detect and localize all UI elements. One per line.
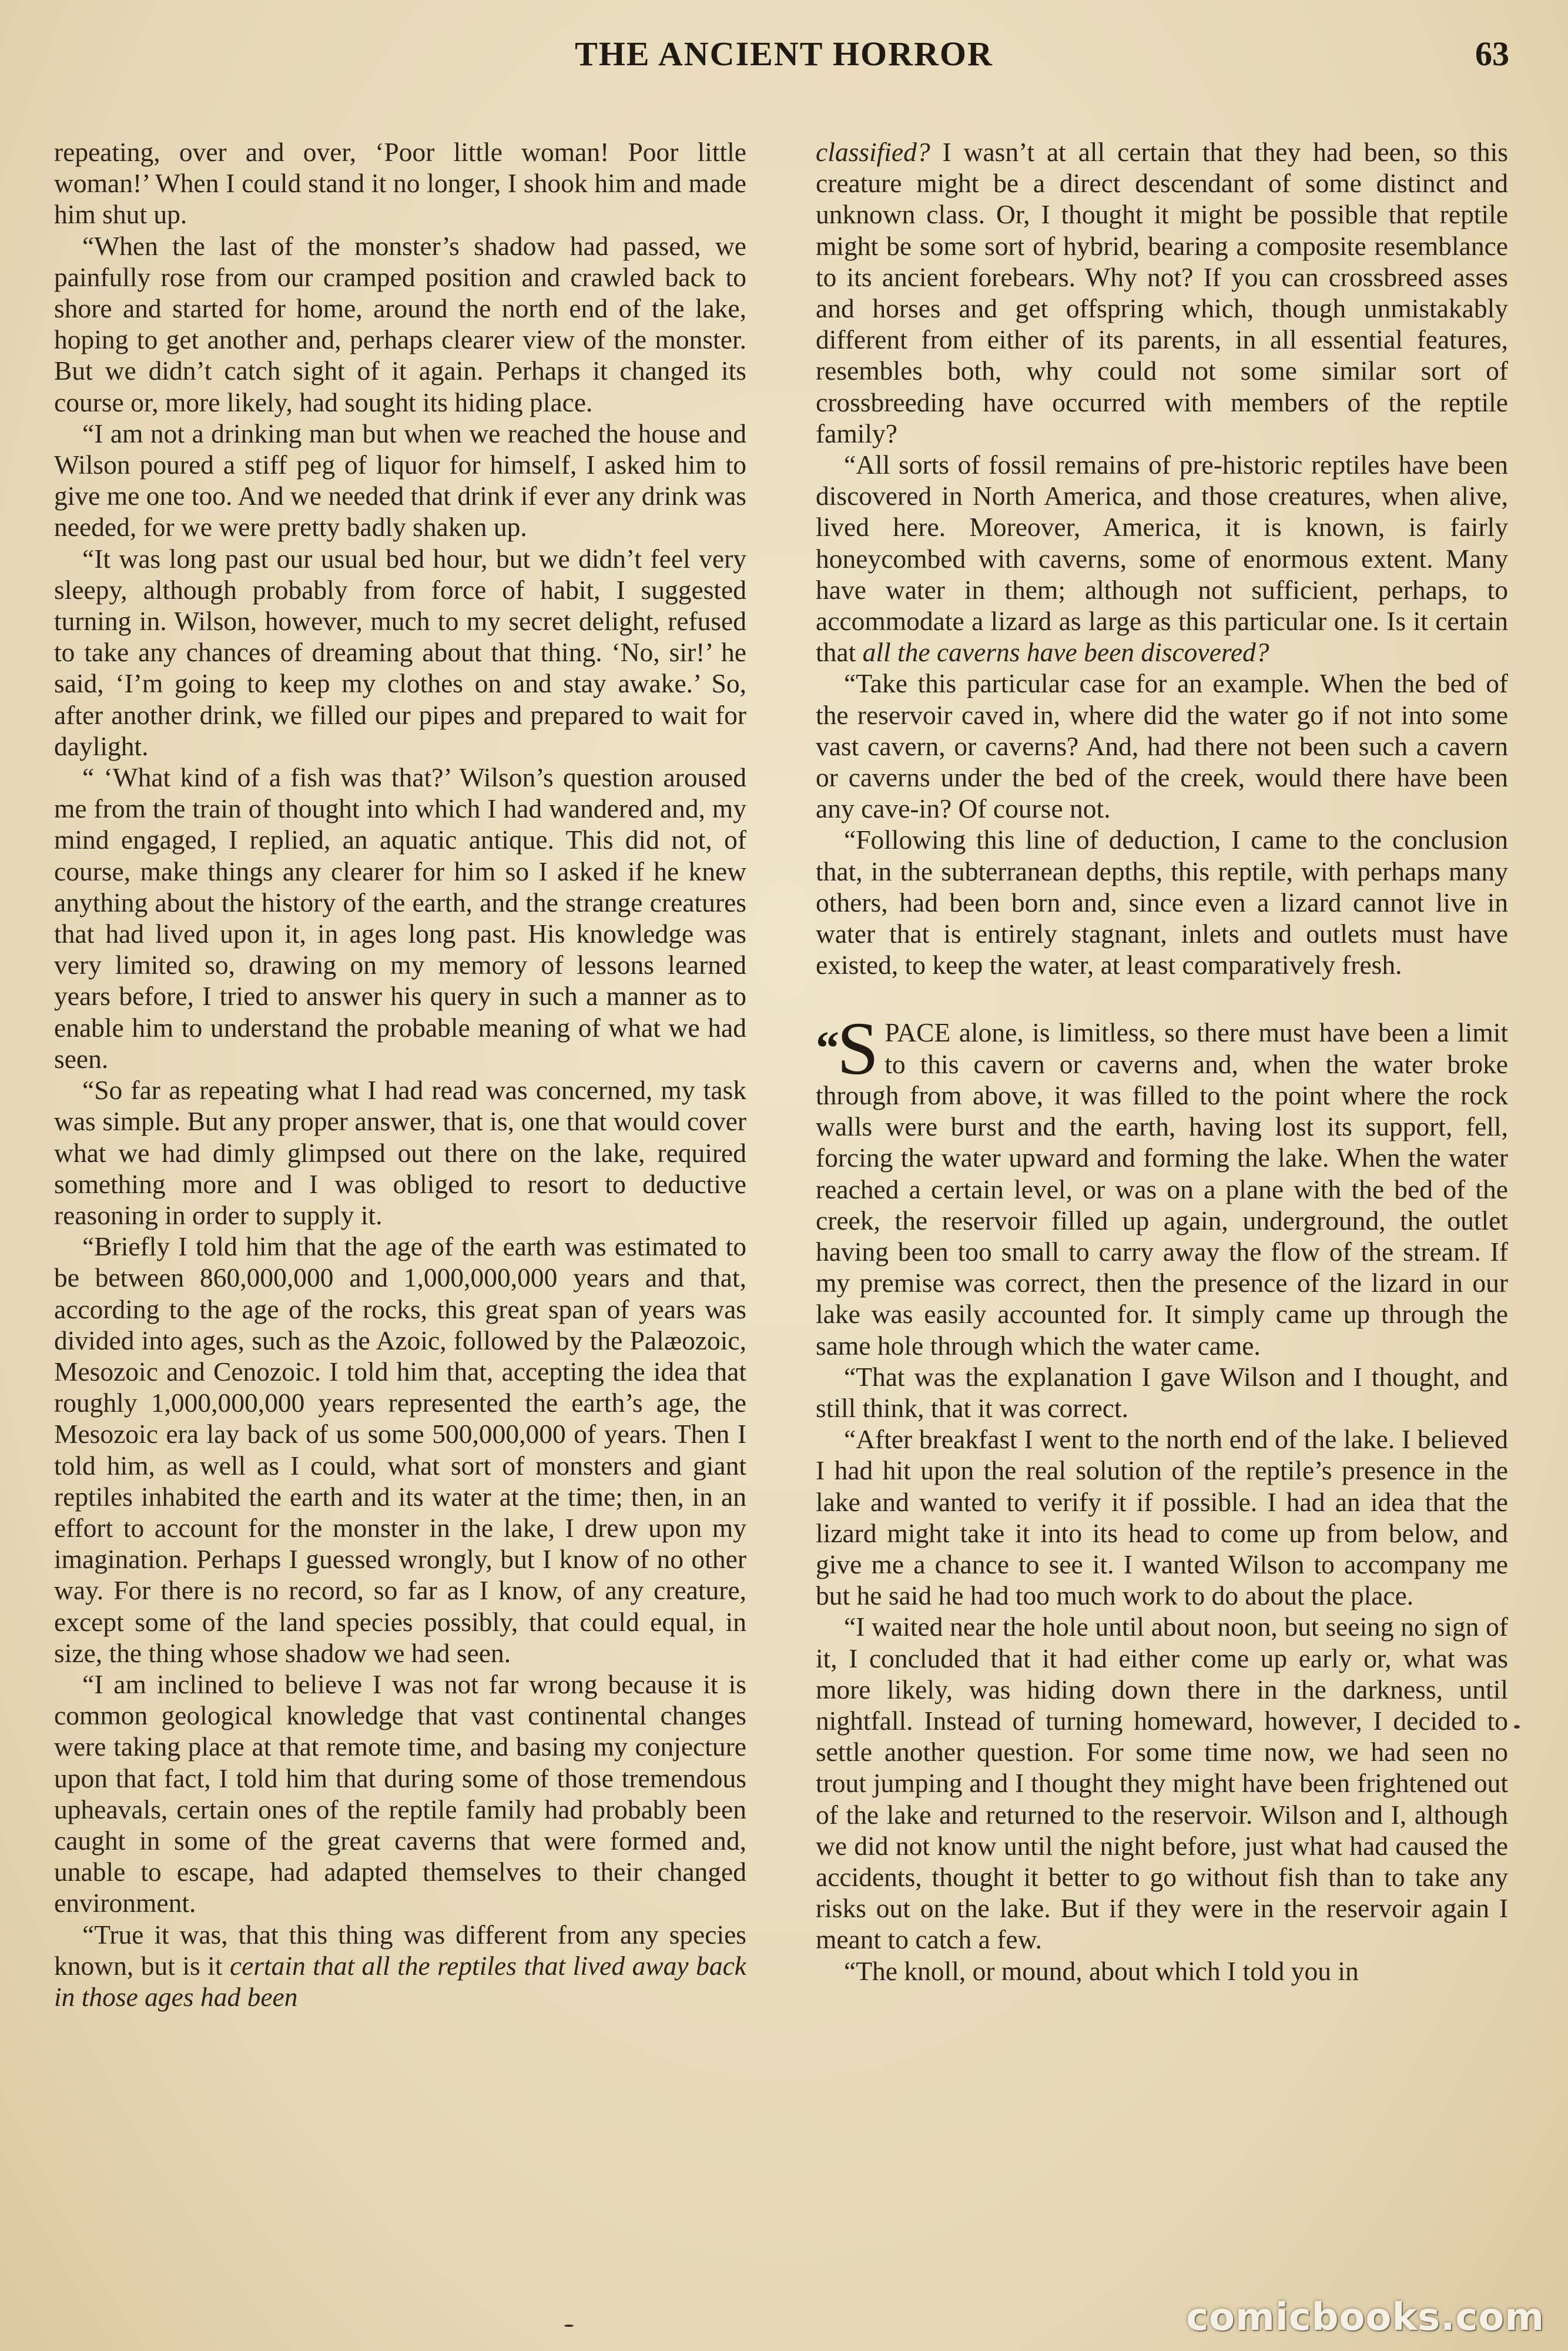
paragraph: “Take this particular case for an example. When the bed of the reservoir caved in, where did the water go if not into some vast cavern, or caverns? And, had there not been such a cavern or caverns under the bed of the creek, would there have been any cave-in? Of course not. <box>816 668 1508 824</box>
italic-text: all the caverns have been discovered? <box>862 637 1269 668</box>
print-speck <box>564 2325 574 2327</box>
paragraph: “Following this line of deduction, I came to the conclusion that, in the subterranean depths, this reptile, with perhaps many others, had been born and, since even a lizard cannot live in water that is entirely stagnant, inlets and outlets must have existed, to keep the water, at least comparatively fresh. <box>816 825 1508 980</box>
page-number: 63 <box>1475 35 1509 73</box>
paragraph: “I am not a drinking man but when we reached the house and Wilson poured a stiff peg of liquor for himself, I asked him to give me one too. And we needed that drink if ever any drink was needed, for we were pretty badly shaken up. <box>54 418 746 542</box>
drop-cap-quote: “ <box>816 1023 837 1075</box>
drop-cap <box>816 1007 879 1091</box>
paragraph-text: “True it was, that this thing was different from any species known, but is it <box>54 1919 746 1981</box>
right-column <box>816 136 1508 2305</box>
paragraph <box>816 449 1508 668</box>
running-title: THE ANCIENT HORROR <box>575 35 993 73</box>
paragraph <box>816 136 1508 449</box>
paragraph-text: “All sorts of fossil remains of pre-historic reptiles have been discovered in North America, and those creatures, when alive, lived here. Moreover, America, it is known, is fairly honeycombed with caverns, some of enormous extent. Many have water in them; although not sufficient, perhaps, to accommodate a lizard as large as this particular one. Is it certain that <box>816 450 1508 668</box>
paragraph: “ ‘What kind of a fish was that?’ Wilson’s question aroused me from the train of thought into which I had wandered and, my mind engaged, I replied, an aquatic antique. This did not, of course, make things any clearer for him so I asked if he knew anything about the history of the earth, and the strange creatures that had lived upon it, in ages long past. His knowledge was very limited so, drawing on my memory of lessons learned years before, I tried to answer his query in such a manner as to enable him to understand the probable meaning of what we had seen. <box>54 762 746 1074</box>
paragraph: “Briefly I told him that the age of the earth was estimated to be between 860,000,000 and 1,000,000,000 years and that, according to the age of the rocks, this great span of years was divided into ages, such as the Azoic, followed by the Palæozoic, Mesozoic and Cenozoic. I told him that, accepting the idea that roughly 1,000,000,000 years represented the earth’s age, the Mesozoic era lay back of us some 500,000,000 of years. Then I told him, as well as I could, what sort of monsters and giant reptiles inhabited the earth and its water at the time; then, in an effort to account for the monster in the lake, I drew upon my imagination. Perhaps I guessed wrongly, but I know of no other way. For there is no record, so far as I know, of any creature, except some of the land species possibly, that could equal, in size, the thing whose shadow we had seen. <box>54 1231 746 1668</box>
drop-cap-letter: S <box>837 1007 879 1091</box>
paragraph: “The knoll, or mound, about which I told you in <box>844 1955 1359 1986</box>
italic-text: certain that all the reptiles that lived away back in those ages had been <box>54 1950 746 2012</box>
paragraph-text: I wasn’t at all certain that they had been, so this creature might be a direct descendant of some distinct and unknown class. Or, I thought it might be possible that reptile might be some sort of hybrid, bearing a composite resemblance to its ancient forebears. Why not? If you can crossbreed asses and horses and get offspring which, though unmistakably different from either of its parents, in all essential features, resembles both, why could not some similar sort of crossbreeding have occurred with members of the reptile family? <box>816 137 1508 448</box>
page-header <box>0 34 1568 87</box>
paragraph: “When the last of the monster’s shadow had passed, we painfully rose from our cramped position and crawled back to shore and started for home, around the north end of the lake, hoping to get another and, perhaps clearer view of the monster. But we didn’t catch sight of it again. Perhaps it changed its course or, more likely, had sought its hiding place. <box>54 230 746 417</box>
paragraph: “I waited near the hole until about noon, but seeing no sign of it, I concluded that it had either come up early or, what was more likely, was hiding down there in the darkness, until nightfall. Instead of turning homeward, however, I decided to settle another question. For some time now, we had seen no trout jumping and I thought they might have been frightened out of the lake and returned to the reservoir. Wilson and I, although we did not know until the night before, just what had caused the accidents, thought it better to go without fish than to take any risks out on the lake. But if they were in the reservoir again I meant to catch a few. <box>816 1612 1508 1955</box>
paragraph-text: PACE alone, is limitless, so there must have been a limit to this cavern or caverns and, when the water broke through from above, it was filled to the point where the rock walls were burst and the earth, having lost its support, fell, forcing the water upward and forming the lake. When the water reached a certain level, or was on a plane with the bed of the creek, the reservoir filled up again, underground, the outlet having been too small to carry away the flow of the stream. If my premise was correct, then the presence of the lizard in our lake was easily accounted for. It simply came up through the same hole through which the water came. <box>816 1017 1508 1361</box>
paragraph: “That was the explanation I gave Wilson and I thought, and still think, that it was correct. <box>816 1361 1508 1423</box>
paragraph: “After breakfast I went to the north end of the lake. I believed I had hit upon the real solution of the reptile’s presence in the lake and wanted to verify it if possible. I had an idea that the lizard might take it into its head to come up from below, and give me a chance to see it. I wanted Wilson to accompany me but he said he had too much work to do about the place. <box>816 1424 1508 1611</box>
print-speck <box>1514 1725 1520 1729</box>
section-break <box>816 980 1508 1017</box>
italic-text: classified? <box>816 137 930 167</box>
paragraph: “So far as repeating what I had read was concerned, my task was simple. But any proper answer, that is, one that would cover what we had dimly glimpsed out there on the lake, required something more and I was obliged to resort to deductive reasoning in order to supply it. <box>54 1075 746 1230</box>
paragraph: “It was long past our usual bed hour, but we didn’t feel very sleepy, although probably from force of habit, I suggested turning in. Wilson, however, much to my secret delight, refused to take any chances of dreaming about that thing. ‘No, sir!’ he said, ‘I’m going to keep my clothes on and stay awake.’ So, after another drink, we filled our pipes and prepared to wait for daylight. <box>54 543 746 761</box>
paragraph <box>816 1007 1508 1361</box>
watermark-logo: comicbooks.com <box>1186 2296 1544 2339</box>
paragraph: “I am inclined to believe I was not far wrong because it is common geological knowledge that vast continental changes were taking place at that remote time, and basing my conjecture upon that fact, I told him that during some of those tremendous upheavals, certain ones of the reptile family had probably been caught in some of the great caverns that were formed and, unable to escape, had adapted themselves to their changed environment. <box>54 1669 746 1918</box>
paragraph: repeating, over and over, ‘Poor little woman! Poor little woman!’ When I could stand it no longer, I shook him and made him shut up. <box>54 137 746 230</box>
paragraph <box>54 1919 746 2013</box>
left-column <box>54 136 746 2305</box>
